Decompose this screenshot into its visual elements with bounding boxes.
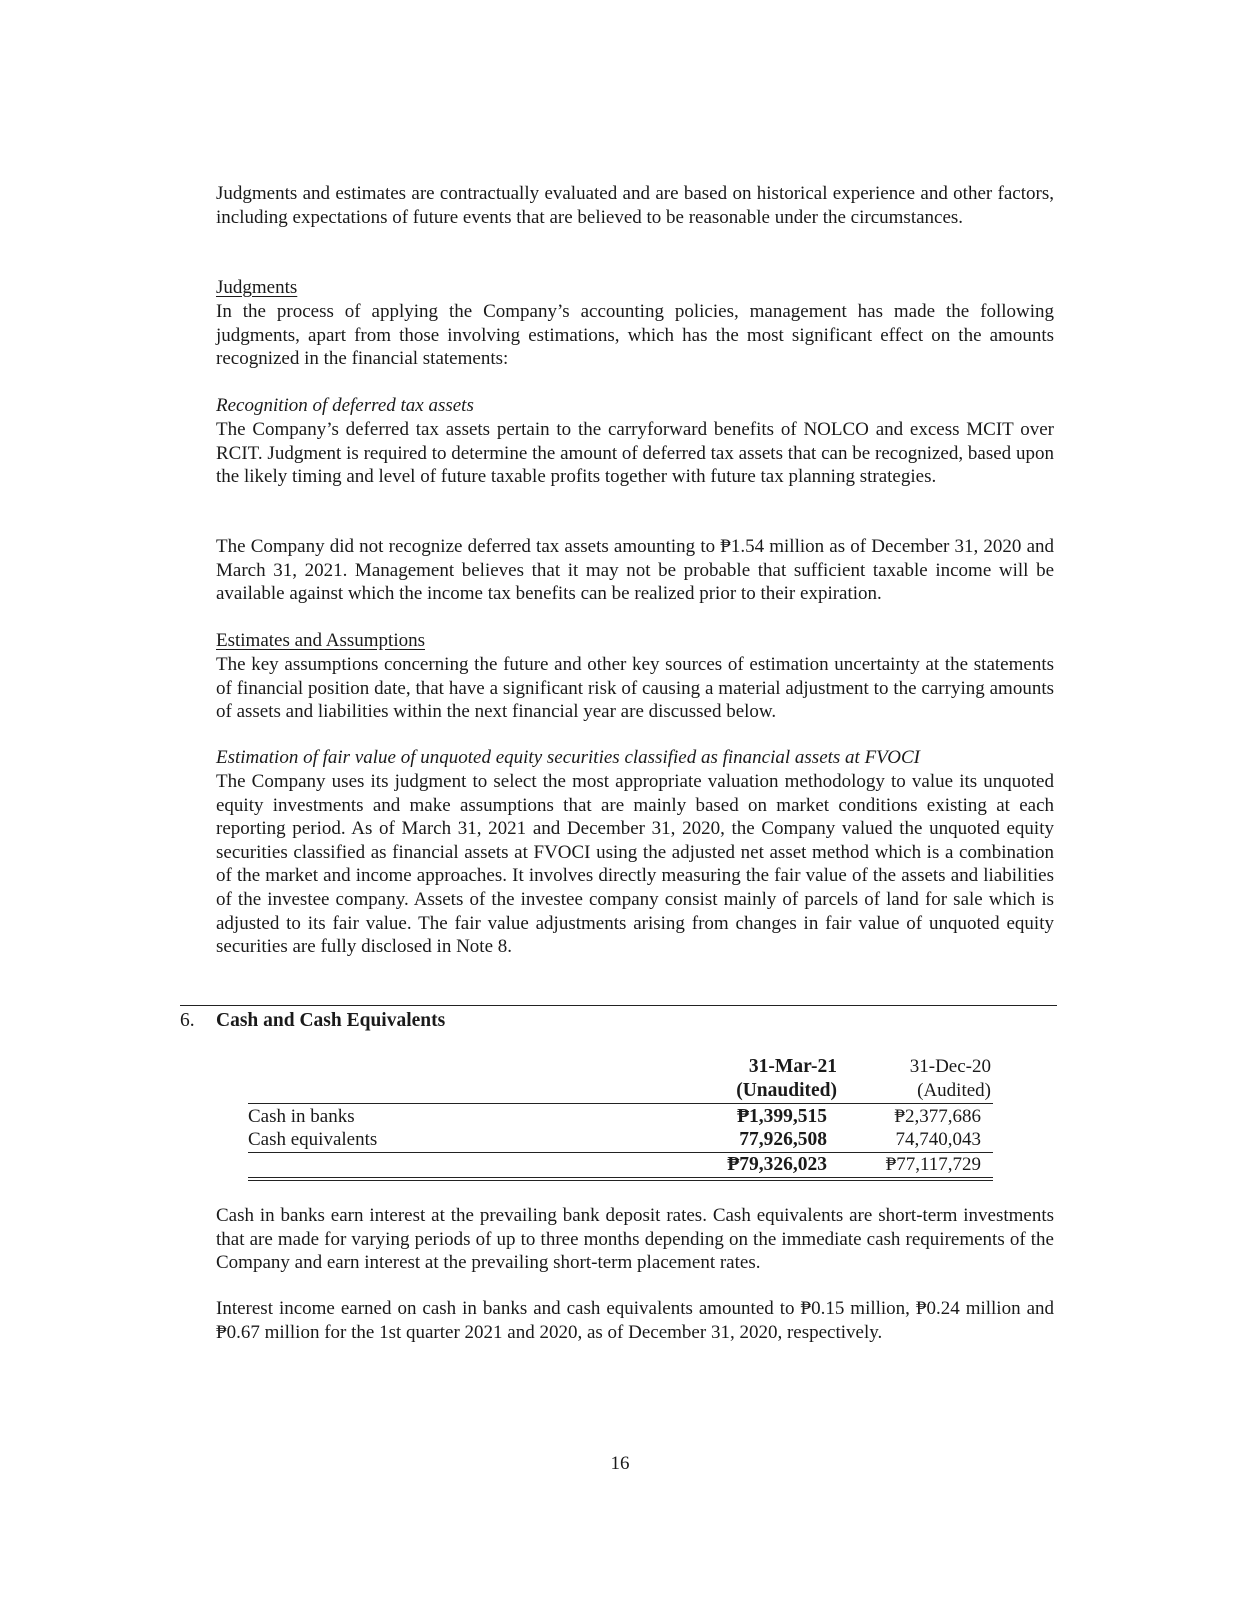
total-double-rule-top	[248, 1177, 993, 1178]
cash-paragraph: Cash in banks earn interest at the prevailing bank deposit rates. Cash equivalents are short-term investments that are made for varying periods of up to three months depending on the immediate cash requirements of the Company and earn interest at the prevailing short-term placement rates.	[216, 1205, 1054, 1274]
fvoci-paragraph: The Company uses its judgment to select the most appropriate valuation methodology to value its unquoted equity investments and make assumptions that are mainly based on market conditions existing at each reporting period. As of March 31, 2021 and December 31, 2020, the Company valued the unquoted equity securities classified as financial assets at FVOCI using the adjusted net asset method which is a combination of the market and income approaches. It involves directly measuring the fair value of the assets and liabilities of the investee company. Assets of the investee company consist mainly of parcels of land for sale which is adjusted to its fair value. The fair value adjustments arising from changes in fair value of unquoted equity securities are fully disclosed in Note 8.	[216, 771, 1054, 958]
table-row	[248, 1105, 993, 1128]
total-double-rule-bottom	[248, 1180, 993, 1181]
row-value-mar21: 77,926,508	[739, 1129, 827, 1150]
row-value-mar21: ₱1,399,515	[737, 1106, 827, 1127]
fvoci-heading: Estimation of fair value of unquoted equity securities classified as financial assets at FVOCI	[216, 747, 920, 768]
interest-paragraph: Interest income earned on cash in banks and cash equivalents amounted to ₱0.15 million, ₱0.24 million and ₱0.67 million for the 1st quarter 2021 and 2020, as of December 31, 2020, respectively.	[216, 1298, 1054, 1343]
deferred-tax-paragraph: The Company’s deferred tax assets pertain to the carryforward benefits of NOLCO and excess MCIT over RCIT. Judgment is required to determine the amount of deferred tax assets that can be recognized, based upon the likely timing and level of future taxable profits together with future tax planning strategies.	[216, 419, 1054, 488]
section-title	[180, 1009, 445, 1033]
estimates-heading: Estimates and Assumptions	[216, 630, 425, 651]
table-row	[248, 1128, 993, 1151]
row-label: Cash equivalents	[248, 1129, 378, 1150]
header-rule	[248, 1103, 993, 1104]
deferred-tax-paragraph-2: The Company did not recognize deferred tax assets amounting to ₱1.54 million as of December 31, 2020 and March 31, 2021. Management believes that it may not be probable that sufficient taxable income will be available against which the income tax benefits can be realized prior to their expiration.	[216, 536, 1054, 605]
section-divider	[180, 1005, 1057, 1006]
row-value-dec20: 74,740,043	[895, 1129, 981, 1150]
row-label: Cash in banks	[248, 1106, 355, 1127]
col1-date: 31-Mar-21	[748, 1056, 837, 1077]
judgments-paragraph: In the process of applying the Company’s accounting policies, management has made the following judgments, apart from those involving estimations, which has the most significant effect on the amounts recognized in the financial statements:	[216, 301, 1054, 370]
total-value-mar21: ₱79,326,023	[727, 1154, 827, 1175]
row-value-dec20: ₱2,377,686	[894, 1106, 981, 1127]
col2-date: 31-Dec-20	[909, 1056, 991, 1077]
total-value-dec20: ₱77,117,729	[885, 1154, 981, 1175]
col1-status: (Unaudited)	[736, 1080, 837, 1101]
total-row	[248, 1153, 993, 1176]
estimates-paragraph: The key assumptions concerning the future and other key sources of estimation uncertainty at the statements of financial position date, that have a significant risk of causing a material adjustment to the carrying amounts of assets and liabilities within the next financial year are discussed below.	[216, 654, 1054, 723]
section-number: 6.	[180, 1010, 195, 1031]
section-label: Cash and Cash Equivalents	[216, 1010, 446, 1031]
page-number: 16	[610, 1453, 630, 1474]
intro-paragraph: Judgments and estimates are contractually evaluated and are based on historical experience and other factors, including expectations of future events that are believed to be reasonable under the circumstances.	[216, 183, 1054, 228]
deferred-tax-heading: Recognition of deferred tax assets	[216, 395, 474, 416]
judgments-heading: Judgments	[216, 277, 298, 298]
col2-status: (Audited)	[917, 1080, 991, 1101]
